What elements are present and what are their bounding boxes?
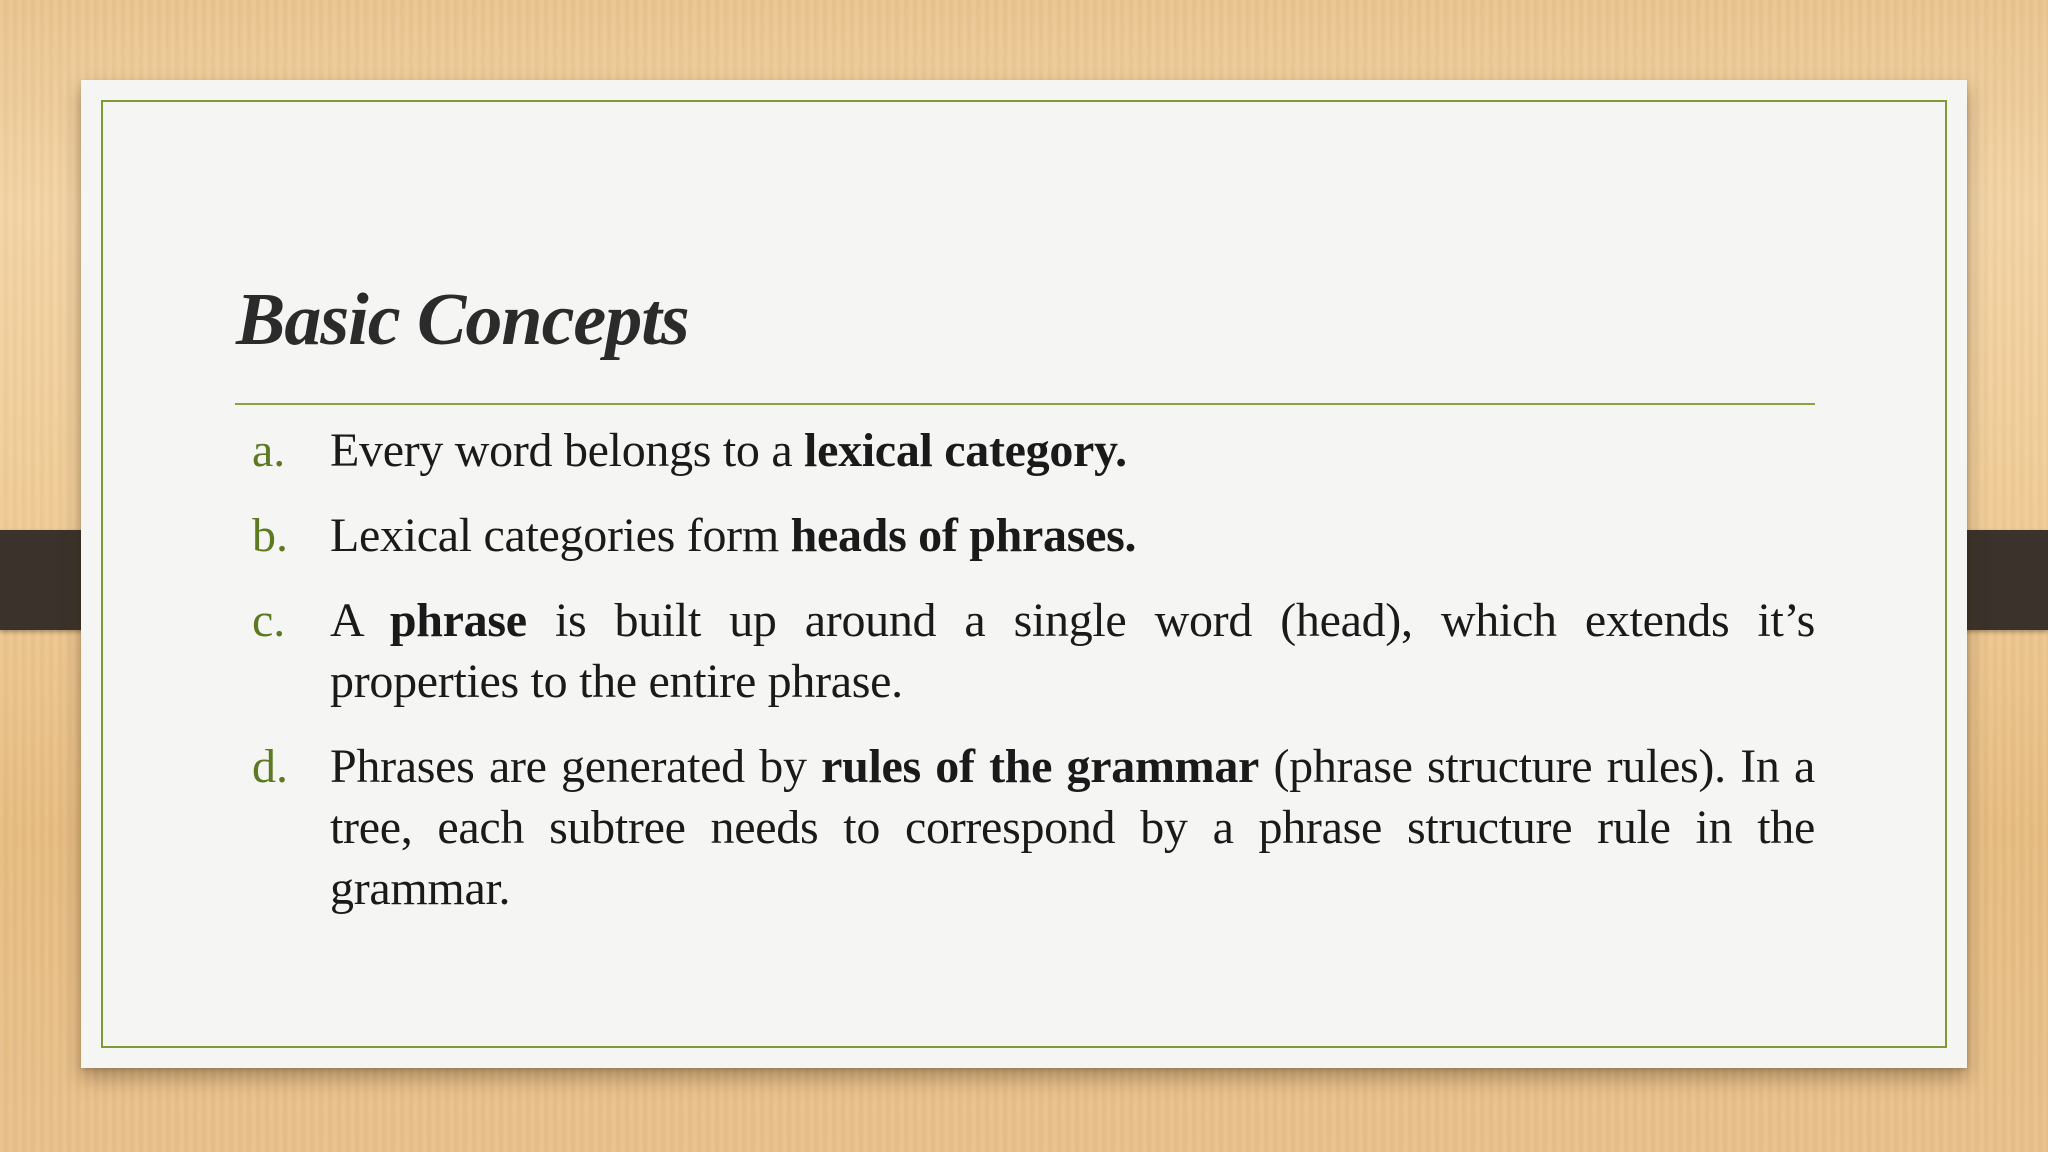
text-after: is built up around a single word (head), which extends it’s properties to the entire phrase. — [330, 594, 1815, 708]
bold-term: heads of phrases. — [790, 509, 1137, 562]
text-after: (phrase structure rules). In a tree, each subtree needs to correspond by a phrase structure rule in the grammar. — [330, 740, 1815, 915]
bold-term: phrase — [389, 594, 527, 647]
list-item-a — [252, 420, 1815, 481]
text-before: Phrases are generated by — [330, 740, 822, 793]
list-item-d — [252, 736, 1815, 919]
title-divider — [235, 403, 1815, 405]
text-before: A — [330, 594, 390, 647]
slide-title: Basic Concepts — [236, 279, 689, 361]
list-item-text — [330, 420, 1815, 481]
list-item-text — [330, 590, 1815, 712]
list-marker: c. — [252, 594, 286, 647]
text-before: Lexical categories form — [330, 509, 791, 562]
concept-list — [252, 420, 1815, 943]
slide-paper — [81, 80, 1967, 1068]
bold-term: rules of the grammar — [821, 740, 1260, 793]
list-item-b — [252, 505, 1815, 566]
list-item-text — [330, 736, 1815, 919]
list-marker: a. — [252, 424, 286, 477]
list-marker: d. — [252, 740, 288, 793]
list-marker: b. — [252, 509, 288, 562]
list-item-c — [252, 590, 1815, 712]
text-before: Every word belongs to a — [330, 424, 805, 477]
list-item-text — [330, 505, 1815, 566]
bold-term: lexical category. — [804, 424, 1127, 477]
